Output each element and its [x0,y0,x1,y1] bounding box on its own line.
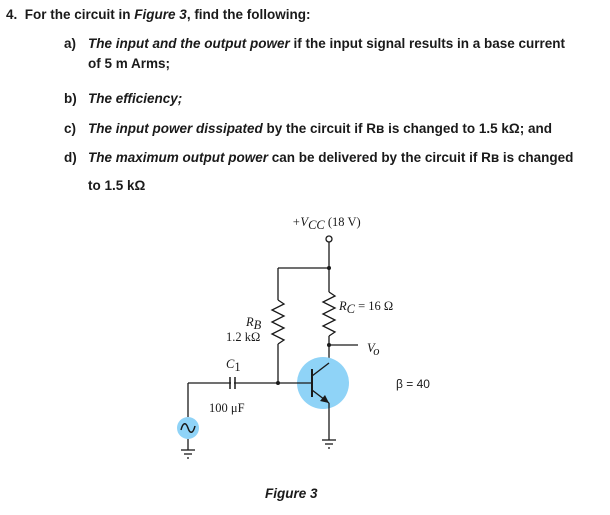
item-text: by the circuit if Rʙ is changed to 1.5 kΩ; and [262,121,552,136]
item-label: b) [64,91,77,106]
circuit-diagram [0,200,610,480]
rc-label: RC = 16 Ω [339,299,394,316]
junction-dot [276,381,280,385]
item-label: a) [64,36,77,51]
item-emphasis: The input and the output power [88,36,290,51]
question-intro-post: , find the following: [186,7,311,22]
figure-reference: Figure 3 [134,7,187,22]
item-b [64,91,182,106]
item-label: d) [64,150,77,165]
question-heading [6,7,311,22]
vcc-terminal [326,236,332,242]
item-text: if the input signal results in a base current [289,36,566,51]
vo-label: Vo [367,341,380,358]
item-c [64,121,552,136]
item-a-continuation: of 5 m Arms; [88,56,171,71]
item-label: c) [64,121,77,136]
item-d [64,150,573,165]
figure-caption: Figure 3 [265,486,318,501]
question-intro-pre: For the circuit in [24,7,135,22]
c1-label: C1 [226,357,241,374]
source-ground-icon [181,450,195,458]
rb-resistor [272,300,284,344]
capacitor-gap [231,378,234,388]
vcc-label: +VCC (18 V) [292,215,361,232]
c1-value: 100 μF [209,401,245,415]
rc-resistor [323,292,335,336]
item-d-continuation: to 1.5 kΩ [88,178,146,193]
junction-dot [327,343,331,347]
item-a [64,36,565,51]
item-emphasis: The efficiency; [88,91,183,106]
rb-label: RB [246,315,262,332]
question-number: 4. [6,7,18,22]
beta-label: β = 40 [396,377,430,391]
item-emphasis: The input power dissipated [88,121,263,136]
item-emphasis: The maximum output power [88,150,269,165]
rb-value: 1.2 kΩ [226,330,261,344]
emitter-ground-icon [322,440,336,448]
item-text: can be delivered by the circuit if Rʙ is changed [268,150,574,165]
